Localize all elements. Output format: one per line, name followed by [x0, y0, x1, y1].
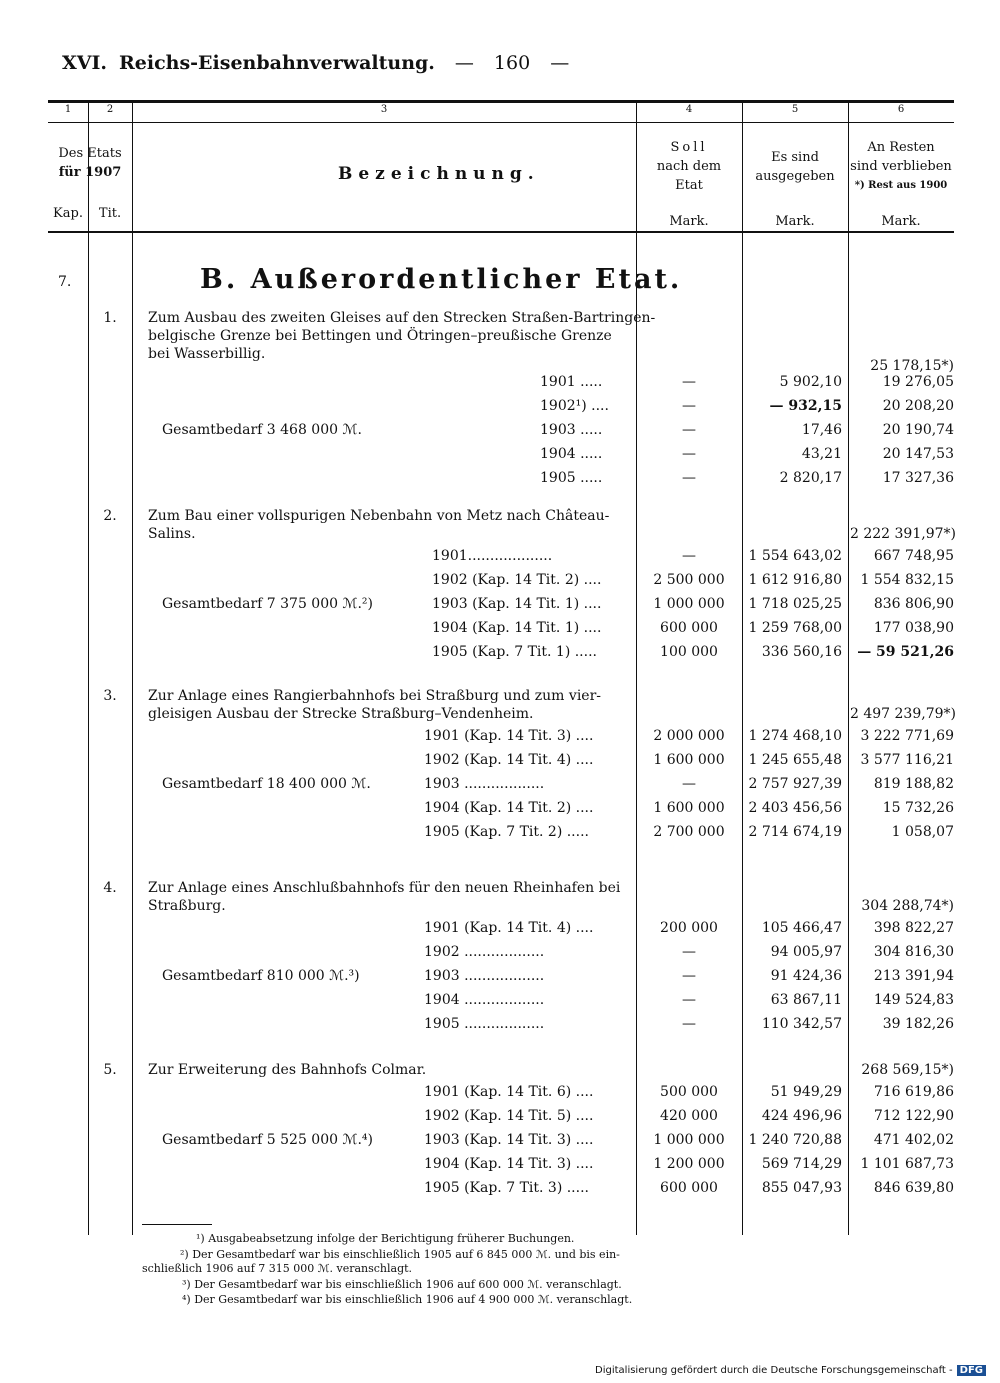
footnote: ³) Der Gesamtbedarf war bis einschließlich 1906 auf 600 000 ℳ. veranschlagt.: [182, 1278, 622, 1291]
row-year: 1902 (Kap. 14 Tit. 5) ....: [424, 1108, 594, 1124]
row-year: 1902 ..................: [424, 944, 545, 960]
row-year: 1904 ..................: [424, 992, 545, 1008]
row-soll: 1 000 000: [653, 596, 725, 612]
row-soll: 2 000 000: [653, 728, 725, 744]
row-ausgegeben: 91 424,36: [770, 968, 842, 984]
item-description-line: Zur Erweiterung des Bahnhofs Colmar.: [148, 1062, 427, 1078]
row-year: 1902 (Kap. 14 Tit. 4) ....: [424, 752, 594, 768]
row-soll: 2 500 000: [653, 572, 725, 588]
col-header-ausgegeben: Es sind ausgegeben: [755, 150, 835, 184]
row-ausgegeben: 1 259 768,00: [748, 620, 842, 636]
row-rest: 20 190,74: [882, 422, 954, 438]
row-rest: 3 577 116,21: [860, 752, 954, 768]
row-ausgegeben: 569 714,29: [761, 1156, 842, 1172]
footnote: ⁴) Der Gesamtbedarf war bis einschließlich 1906 auf 4 900 000 ℳ. veranschlagt.: [182, 1293, 633, 1306]
row-rest: 1 058,07: [891, 824, 954, 840]
row-soll: 1 600 000: [653, 800, 725, 816]
row-year: 1905 (Kap. 7 Tit. 1) .....: [432, 644, 597, 660]
row-rest: 304 816,30: [873, 944, 954, 960]
digitization-credit: Digitalisierung gefördert durch die Deutsche Forschungsgemeinschaft - DFG: [595, 1365, 986, 1376]
row-rest: 17 327,36: [882, 470, 954, 486]
col-header-tit: Tit.: [98, 206, 122, 221]
row-ausgegeben: 855 047,93: [761, 1180, 842, 1196]
row-rest: 19 276,05: [882, 374, 954, 390]
row-ausgegeben: 1 274 468,10: [748, 728, 842, 744]
row-rest: 836 806,90: [873, 596, 954, 612]
item-description-line: Straßburg.: [148, 898, 226, 914]
row-year: 1904 (Kap. 14 Tit. 3) ....: [424, 1156, 594, 1172]
row-rest: 398 822,27: [873, 920, 954, 936]
row-rest: 3 222 771,69: [860, 728, 954, 744]
row-year: 1903 (Kap. 14 Tit. 3) ....: [424, 1132, 594, 1148]
row-soll: 600 000: [660, 1180, 718, 1196]
rest-1900-value: 268 569,15*): [861, 1062, 954, 1078]
col-header-bezeichnung: Bezeichnung.: [338, 164, 540, 184]
item-tit: 3.: [103, 688, 117, 704]
row-ausgegeben: 51 949,29: [770, 1084, 842, 1100]
row-soll: 1 200 000: [653, 1156, 725, 1172]
item-description-line: gleisigen Ausbau der Strecke Straßburg–Vendenheim.: [148, 706, 534, 722]
dfg-logo: DFG: [957, 1365, 986, 1376]
row-soll: —: [682, 776, 696, 792]
row-year: 1901 .....: [540, 374, 603, 390]
gesamtbedarf: Gesamtbedarf 810 000 ℳ.³): [162, 968, 360, 984]
gesamtbedarf: Gesamtbedarf 18 400 000 ℳ.: [162, 776, 371, 792]
row-rest: 20 208,20: [882, 398, 954, 414]
rest-1900-value: 2 222 391,97*): [850, 526, 956, 542]
footnote: schließlich 1906 auf 7 315 000 ℳ. veranschlagt.: [142, 1262, 413, 1275]
row-ausgegeben: 110 342,57: [761, 1016, 842, 1032]
item-description-line: Zur Anlage eines Anschlußbahnhofs für den neuen Rheinhafen bei: [148, 880, 621, 896]
rest-1900-value: 304 288,74*): [861, 898, 954, 914]
col-num-1: 1: [64, 104, 72, 115]
col-num-3: 3: [380, 104, 388, 115]
row-rest: — 59 521,26: [857, 644, 954, 660]
row-ausgegeben: 94 005,97: [770, 944, 842, 960]
row-ausgegeben: 1 718 025,25: [748, 596, 842, 612]
row-rest: 15 732,26: [882, 800, 954, 816]
gesamtbedarf: Gesamtbedarf 7 375 000 ℳ.²): [162, 596, 373, 612]
row-year: 1903 ..................: [424, 968, 545, 984]
row-year: 1902¹) ....: [540, 398, 609, 414]
row-year: 1904 (Kap. 14 Tit. 2) ....: [424, 800, 594, 816]
row-ausgegeben: 1 240 720,88: [748, 1132, 842, 1148]
row-ausgegeben: 1 245 655,48: [748, 752, 842, 768]
row-rest: 177 038,90: [873, 620, 954, 636]
item-tit: 1.: [103, 310, 117, 326]
row-year: 1901 (Kap. 14 Tit. 4) ....: [424, 920, 594, 936]
unit-mark-5: Mark.: [775, 214, 815, 229]
row-year: 1904 .....: [540, 446, 603, 462]
row-ausgegeben: 105 466,47: [761, 920, 842, 936]
gesamtbedarf: Gesamtbedarf 5 525 000 ℳ.⁴): [162, 1132, 373, 1148]
row-ausgegeben: 1 554 643,02: [748, 548, 842, 564]
item-description-line: Zum Ausbau des zweiten Gleises auf den Strecken Straßen-Bartringen-: [148, 310, 656, 326]
row-soll: —: [682, 374, 696, 390]
row-ausgegeben: 2 403 456,56: [748, 800, 842, 816]
row-year: 1901...................: [432, 548, 553, 564]
row-ausgegeben: 1 612 916,80: [748, 572, 842, 588]
row-ausgegeben: 17,46: [801, 422, 842, 438]
row-ausgegeben: 336 560,16: [761, 644, 842, 660]
row-rest: 667 748,95: [873, 548, 954, 564]
row-year: 1905 (Kap. 7 Tit. 2) .....: [424, 824, 589, 840]
page-number: 160: [493, 52, 531, 74]
item-description-line: Salins.: [148, 526, 196, 542]
footnote: ¹) Ausgabeabsetzung infolge der Berichtigung früherer Buchungen.: [196, 1232, 575, 1245]
row-soll: 600 000: [660, 620, 718, 636]
row-ausgegeben: 63 867,11: [770, 992, 842, 1008]
row-soll: —: [682, 944, 696, 960]
row-soll: —: [682, 1016, 696, 1032]
header-title: Reichs-Eisenbahnverwaltung.: [119, 52, 435, 74]
item-tit: 5.: [103, 1062, 117, 1078]
row-year: 1905 (Kap. 7 Tit. 3) .....: [424, 1180, 589, 1196]
row-soll: 2 700 000: [653, 824, 725, 840]
row-soll: —: [682, 968, 696, 984]
row-ausgegeben: 2 714 674,19: [748, 824, 842, 840]
row-year: 1901 (Kap. 14 Tit. 6) ....: [424, 1084, 594, 1100]
row-rest: 712 122,90: [873, 1108, 954, 1124]
item-description-line: belgische Grenze bei Bettingen und Ötringen–preußische Grenze: [148, 328, 612, 344]
item-description-line: Zum Bau einer vollspurigen Nebenbahn von Metz nach Château-: [148, 508, 610, 524]
row-rest: 819 188,82: [873, 776, 954, 792]
col-num-5: 5: [791, 104, 799, 115]
unit-mark-6: Mark.: [881, 214, 921, 229]
row-soll: —: [682, 548, 696, 564]
part-number: XVI.: [62, 52, 107, 74]
row-ausgegeben: 2 757 927,39: [748, 776, 842, 792]
row-year: 1901 (Kap. 14 Tit. 3) ....: [424, 728, 594, 744]
row-year: 1902 (Kap. 14 Tit. 2) ....: [432, 572, 602, 588]
row-soll: 500 000: [660, 1084, 718, 1100]
gesamtbedarf: Gesamtbedarf 3 468 000 ℳ.: [162, 422, 362, 438]
footnote-rule: [142, 1224, 212, 1225]
row-rest: 1 554 832,15: [860, 572, 954, 588]
row-soll: 100 000: [660, 644, 718, 660]
row-rest: 471 402,02: [873, 1132, 954, 1148]
page-header: XVI. Reichs-Eisenbahnverwaltung. — 160 —: [62, 52, 570, 74]
row-ausgegeben: 43,21: [801, 446, 842, 462]
row-year: 1905 ..................: [424, 1016, 545, 1032]
col-header-soll: Soll nach dem Etat: [656, 140, 722, 193]
item-description-line: bei Wasserbillig.: [148, 346, 266, 362]
row-soll: —: [682, 470, 696, 486]
row-rest: 39 182,26: [882, 1016, 954, 1032]
col-num-6: 6: [897, 104, 905, 115]
row-rest: 213 391,94: [873, 968, 954, 984]
item-tit: 2.: [103, 508, 117, 524]
row-ausgegeben: 5 902,10: [779, 374, 842, 390]
row-soll: —: [682, 422, 696, 438]
row-soll: 1 600 000: [653, 752, 725, 768]
rest-1900-value: 2 497 239,79*): [850, 706, 956, 722]
row-soll: 420 000: [660, 1108, 718, 1124]
row-ausgegeben: 424 496,96: [761, 1108, 842, 1124]
rest-1900-value: 25 178,15*): [870, 358, 954, 374]
row-year: 1905 .....: [540, 470, 603, 486]
row-rest: 149 524,83: [873, 992, 954, 1008]
row-ausgegeben: 2 820,17: [779, 470, 842, 486]
col-header-etat: Des Etats für 1907: [58, 146, 122, 180]
row-rest: 846 639,80: [873, 1180, 954, 1196]
row-rest: 1 101 687,73: [860, 1156, 954, 1172]
row-year: 1903 .....: [540, 422, 603, 438]
row-year: 1904 (Kap. 14 Tit. 1) ....: [432, 620, 602, 636]
row-soll: 200 000: [660, 920, 718, 936]
row-rest: 20 147,53: [882, 446, 954, 462]
row-rest: 716 619,86: [873, 1084, 954, 1100]
row-soll: —: [682, 446, 696, 462]
col-header-reste: An Resten sind verblieben *) Rest aus 1900: [850, 140, 952, 191]
unit-mark-4: Mark.: [669, 214, 709, 229]
item-description-line: Zur Anlage eines Rangierbahnhofs bei Straßburg und zum vier-: [148, 688, 602, 704]
row-year: 1903 (Kap. 14 Tit. 1) ....: [432, 596, 602, 612]
row-soll: 1 000 000: [653, 1132, 725, 1148]
row-year: 1903 ..................: [424, 776, 545, 792]
item-tit: 4.: [103, 880, 117, 896]
col-num-4: 4: [685, 104, 693, 115]
row-soll: —: [682, 398, 696, 414]
section-kap: 7.: [58, 274, 72, 290]
footnote: ²) Der Gesamtbedarf war bis einschließlich 1905 auf 6 845 000 ℳ. und bis ein-: [180, 1248, 620, 1261]
section-title: B. Außerordentlicher Etat.: [200, 264, 683, 295]
row-soll: —: [682, 992, 696, 1008]
col-header-kap: Kap.: [53, 206, 83, 221]
col-num-2: 2: [106, 104, 114, 115]
row-ausgegeben: — 932,15: [769, 398, 842, 414]
